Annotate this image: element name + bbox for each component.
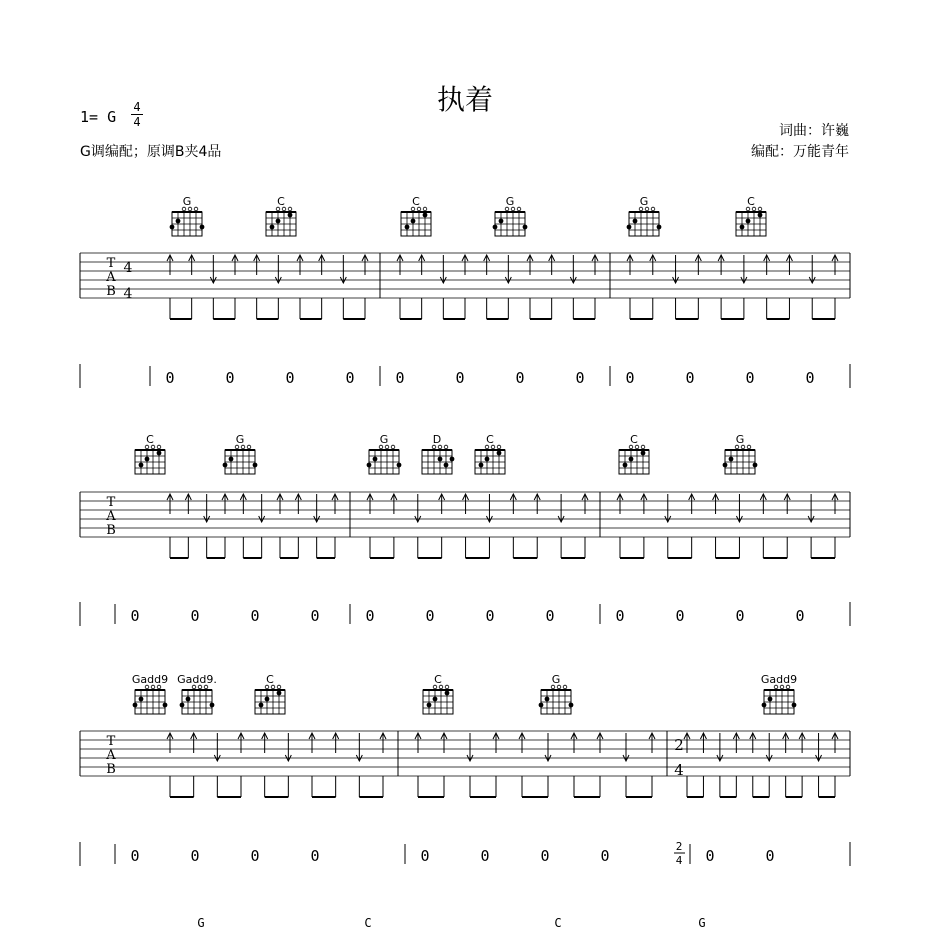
finger-dot xyxy=(210,703,215,708)
rest-digit: 0 xyxy=(625,369,635,387)
rest-digit: 0 xyxy=(310,607,320,625)
chord-diagram xyxy=(619,433,649,474)
tab-letter: B xyxy=(106,284,116,299)
finger-dot xyxy=(641,451,646,456)
finger-dot xyxy=(139,463,144,468)
chord-name: C xyxy=(412,195,420,208)
rest-digit: 0 xyxy=(425,607,435,625)
rest-digit: 0 xyxy=(805,369,815,387)
lyrics-music-credit: 词曲：许巍 xyxy=(779,123,849,139)
finger-dot xyxy=(270,225,275,230)
rest-row-time-bottom: 4 xyxy=(675,854,683,867)
finger-dot xyxy=(423,213,428,218)
open-string-mark xyxy=(563,685,567,689)
chord-diagram xyxy=(255,673,285,714)
finger-dot xyxy=(253,463,258,468)
open-string-mark xyxy=(247,445,251,449)
finger-dot xyxy=(493,225,498,230)
finger-dot xyxy=(768,697,773,702)
finger-dot xyxy=(450,457,455,462)
footer-chord-name: C xyxy=(554,916,562,930)
finger-dot xyxy=(762,703,767,708)
open-string-mark xyxy=(194,207,198,211)
chord-diagram xyxy=(539,673,574,714)
finger-dot xyxy=(157,451,162,456)
finger-dot xyxy=(623,463,628,468)
finger-dot xyxy=(229,457,234,462)
open-string-mark xyxy=(758,207,762,211)
tab-letter: A xyxy=(106,509,116,524)
chord-diagram xyxy=(401,195,431,236)
open-string-mark xyxy=(517,207,521,211)
rest-digit: 0 xyxy=(795,607,805,625)
open-string-mark xyxy=(444,445,448,449)
arranger-credit: 编配：万能青年 xyxy=(751,144,849,160)
finger-dot xyxy=(497,451,502,456)
finger-dot xyxy=(133,703,138,708)
finger-dot xyxy=(397,463,402,468)
finger-dot xyxy=(139,697,144,702)
rest-digit: 0 xyxy=(130,847,140,865)
finger-dot xyxy=(223,463,228,468)
chord-name: C xyxy=(266,673,274,686)
finger-dot xyxy=(367,463,372,468)
tab-system xyxy=(80,731,850,866)
chord-name: G xyxy=(235,433,245,446)
chord-name: C xyxy=(434,673,442,686)
rest-digit: 0 xyxy=(285,369,295,387)
finger-dot xyxy=(633,219,638,224)
chord-diagram xyxy=(422,433,454,474)
rest-digit: 0 xyxy=(705,847,715,865)
tab-letter: B xyxy=(106,523,116,538)
open-string-mark xyxy=(423,207,427,211)
finger-dot xyxy=(758,213,763,218)
open-string-mark xyxy=(288,207,292,211)
finger-dot xyxy=(411,219,416,224)
chord-name: Gadd9 xyxy=(760,673,798,686)
rest-digit: 0 xyxy=(480,847,490,865)
open-string-mark xyxy=(641,445,645,449)
rest-digit: 0 xyxy=(190,847,200,865)
chord-name: G xyxy=(735,433,745,446)
chord-diagram xyxy=(266,195,296,236)
finger-dot xyxy=(444,463,449,468)
finger-dot xyxy=(753,463,758,468)
rest-row-time-top: 2 xyxy=(675,840,683,853)
time-signature-top: 4 xyxy=(133,100,141,114)
open-string-mark xyxy=(497,445,501,449)
finger-dot xyxy=(445,691,450,696)
chord-diagram xyxy=(132,673,168,714)
rest-digit: 0 xyxy=(250,607,260,625)
tab-letter: T xyxy=(106,256,116,271)
finger-dot xyxy=(740,225,745,230)
tab-letter: B xyxy=(106,762,116,777)
rest-digit: 0 xyxy=(765,847,775,865)
chord-name: Gadd9. xyxy=(177,673,217,686)
finger-dot xyxy=(170,225,175,230)
rest-digit: 0 xyxy=(310,847,320,865)
open-string-mark xyxy=(445,685,449,689)
tab-letter: T xyxy=(106,495,116,510)
chord-diagram xyxy=(475,433,505,474)
chord-diagram xyxy=(170,195,205,236)
open-string-mark xyxy=(747,445,751,449)
rest-digit: 0 xyxy=(685,369,695,387)
chord-name: C xyxy=(486,433,494,446)
chord-name: G xyxy=(551,673,561,686)
tab-letter: A xyxy=(106,748,116,763)
arrangement-note: G调编配；原调B夹4品 xyxy=(80,144,222,160)
rest-digit: 0 xyxy=(190,607,200,625)
tab-system xyxy=(80,253,850,388)
finger-dot xyxy=(629,457,634,462)
chord-name: C xyxy=(146,433,154,446)
open-string-mark xyxy=(651,207,655,211)
open-string-mark xyxy=(157,445,161,449)
rest-digit: 0 xyxy=(575,369,585,387)
finger-dot xyxy=(729,457,734,462)
finger-dot xyxy=(405,225,410,230)
rest-digit: 0 xyxy=(345,369,355,387)
finger-dot xyxy=(569,703,574,708)
chord-name: Gadd9 xyxy=(131,673,169,686)
rest-digit: 0 xyxy=(675,607,685,625)
chord-name: C xyxy=(630,433,638,446)
song-title: 执着 xyxy=(436,83,493,116)
open-string-mark xyxy=(277,685,281,689)
time-signature-bottom: 4 xyxy=(133,115,141,129)
rest-digit: 0 xyxy=(250,847,260,865)
finger-dot xyxy=(259,703,264,708)
finger-dot xyxy=(180,703,185,708)
finger-dot xyxy=(539,703,544,708)
chord-diagram xyxy=(367,433,402,474)
chord-diagram xyxy=(223,433,258,474)
footer-chord-name: G xyxy=(197,916,205,930)
tab-letter: T xyxy=(106,734,116,749)
chord-diagram xyxy=(177,673,217,714)
chord-diagram xyxy=(736,195,766,236)
finger-dot xyxy=(373,457,378,462)
chord-name: G xyxy=(505,195,515,208)
rest-digit: 0 xyxy=(130,607,140,625)
rest-digit: 0 xyxy=(225,369,235,387)
footer-chord-name: G xyxy=(698,916,706,930)
chord-name: G xyxy=(182,195,192,208)
finger-dot xyxy=(746,219,751,224)
rest-digit: 0 xyxy=(540,847,550,865)
time-change-bottom: 4 xyxy=(674,761,684,779)
finger-dot xyxy=(276,219,281,224)
rest-digit: 0 xyxy=(515,369,525,387)
chord-diagram xyxy=(761,673,797,714)
finger-dot xyxy=(288,213,293,218)
finger-dot xyxy=(723,463,728,468)
finger-dot xyxy=(438,457,443,462)
finger-dot xyxy=(792,703,797,708)
rest-digit: 0 xyxy=(485,607,495,625)
finger-dot xyxy=(485,457,490,462)
finger-dot xyxy=(545,697,550,702)
footer-chord-name: C xyxy=(364,916,372,930)
open-string-mark xyxy=(391,445,395,449)
chord-name: G xyxy=(379,433,389,446)
rest-digit: 0 xyxy=(745,369,755,387)
finger-dot xyxy=(479,463,484,468)
chord-name: C xyxy=(277,195,285,208)
finger-dot xyxy=(627,225,632,230)
rest-digit: 0 xyxy=(365,607,375,625)
tab-letter: A xyxy=(106,270,116,285)
rest-digit: 0 xyxy=(615,607,625,625)
rest-digit: 0 xyxy=(420,847,430,865)
rest-digit: 0 xyxy=(395,369,405,387)
staff-time-top: 4 xyxy=(123,260,133,276)
time-change-top: 2 xyxy=(674,736,684,754)
rest-digit: 0 xyxy=(600,847,610,865)
finger-dot xyxy=(200,225,205,230)
chord-diagram xyxy=(135,433,165,474)
finger-dot xyxy=(265,697,270,702)
chord-name: D xyxy=(432,433,442,446)
finger-dot xyxy=(145,457,150,462)
chord-diagram xyxy=(723,433,758,474)
chord-diagram xyxy=(423,673,453,714)
finger-dot xyxy=(657,225,662,230)
chord-diagram xyxy=(627,195,662,236)
rest-digit: 0 xyxy=(545,607,555,625)
finger-dot xyxy=(176,219,181,224)
finger-dot xyxy=(499,219,504,224)
finger-dot xyxy=(186,697,191,702)
rest-digit: 0 xyxy=(735,607,745,625)
key-signature: 1= G xyxy=(80,108,117,126)
finger-dot xyxy=(427,703,432,708)
finger-dot xyxy=(163,703,168,708)
rest-digit: 0 xyxy=(165,369,175,387)
finger-dot xyxy=(523,225,528,230)
finger-dot xyxy=(433,697,438,702)
staff-time-bottom: 4 xyxy=(123,286,133,302)
chord-name: C xyxy=(747,195,755,208)
rest-digit: 0 xyxy=(455,369,465,387)
chord-name: G xyxy=(639,195,649,208)
tab-system xyxy=(80,492,850,626)
chord-diagram xyxy=(493,195,528,236)
finger-dot xyxy=(277,691,282,696)
